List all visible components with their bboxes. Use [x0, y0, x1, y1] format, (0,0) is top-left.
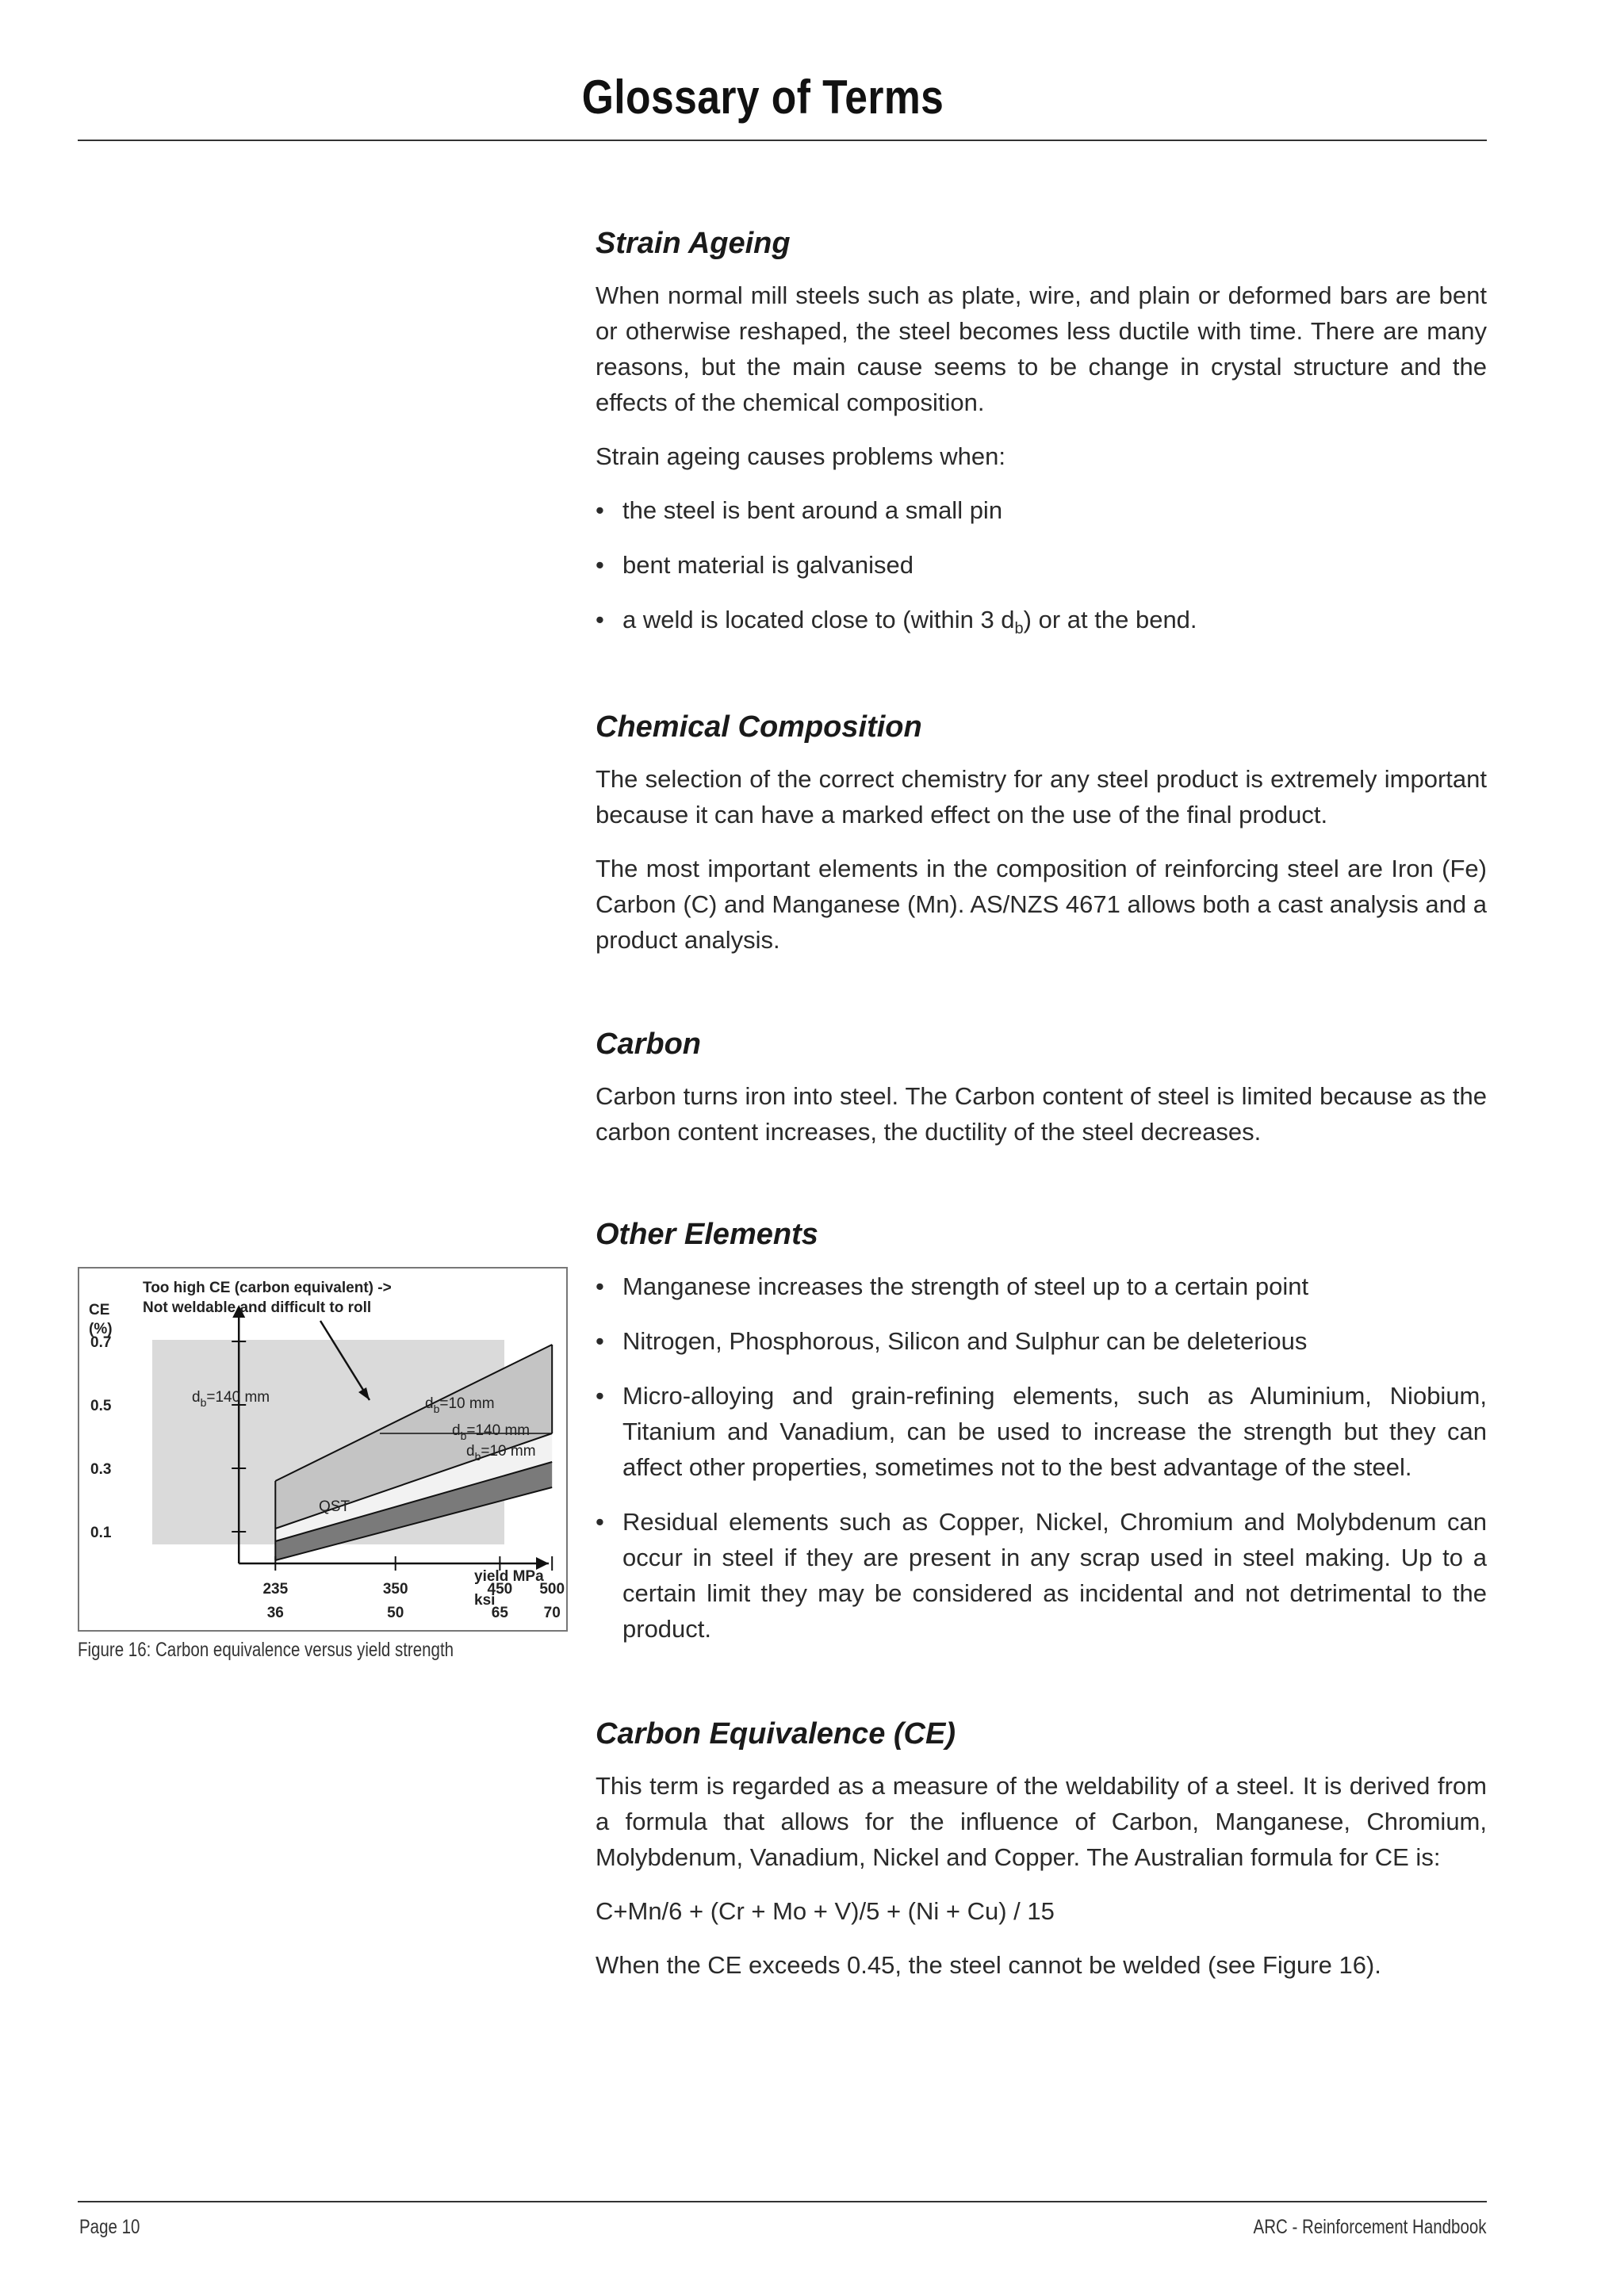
x-tick-label: 235	[262, 1581, 289, 1598]
section-chemical-composition	[596, 709, 1487, 976]
section-other-elements	[596, 1216, 1487, 1666]
x-tick-label: 500	[539, 1581, 565, 1598]
list-item-text: a weld is located close to (within 3 d	[622, 606, 1015, 633]
x-tick-label-ksi: 65	[491, 1605, 508, 1621]
list-item: • the steel is bent around a small pin	[596, 492, 1487, 528]
formula: C+Mn/6 + (Cr + Mo + V)/5 + (Ni + Cu) / 15	[596, 1897, 1055, 1925]
paragraph: This term is regarded as a measure of the weldability of a steel. It is derived from a formula that allows for the influence of Carbon, Manganese, Chromium, Molybdenum, Vanadium, Nickel and Copper. The Australian formula for CE is:	[596, 1772, 1487, 1871]
section-heading: Chemical Composition	[596, 710, 922, 744]
x-tick-label: 350	[382, 1581, 408, 1598]
y-tick-label: 0.1	[90, 1525, 112, 1541]
list-item: • Micro-alloying and grain-refining elements, such as Aluminium, Niobium, Titanium and Vanadium, can be used to increase the strength but they can affect other properties, sometimes not to the best advantage of the steel.	[596, 1378, 1487, 1485]
page-title: Glossary of Terms	[581, 71, 944, 124]
section-carbon	[596, 1026, 1487, 1168]
x-tick-label-ksi: 36	[266, 1605, 284, 1621]
x-tick-label-ksi: 50	[387, 1605, 404, 1621]
x-tick-label-ksi: 70	[543, 1605, 561, 1621]
subscript: b	[1014, 620, 1024, 638]
y-axis-label-unit: (%)	[89, 1321, 113, 1337]
series-label-db-140-inner: $d_b=140$ mm	[192, 1389, 270, 1409]
list-item	[596, 602, 1487, 637]
section-heading: Other Elements	[596, 1218, 818, 1251]
header-rule	[78, 140, 1487, 141]
paragraph: The most important elements in the composition of reinforcing steel are Iron (Fe) Carbon (C) and Manganese (Mn). AS/NZS 4671 allows both a cast analysis and a product analysis.	[596, 855, 1487, 954]
footer-publication: ARC - Reinforcement Handbook	[1253, 2216, 1486, 2238]
paragraph: When normal mill steels such as plate, wire, and plain or deformed bars are bent or otherwise reshaped, the steel becomes less ductile with time. There are many reasons, but the main cause seems to be change in crystal structure and the effects of the chemical composition.	[596, 281, 1487, 416]
y-tick-label: 0.3	[90, 1461, 112, 1478]
x-axis-label-mpa: yield MPa	[474, 1568, 544, 1585]
section-heading: Strain Ageing	[596, 227, 791, 260]
list-item: • Residual elements such as Copper, Nickel, Chromium and Molybdenum can occur in steel if they are present in any scrap used in steel making. Up to a certain limit they may be considered as incidental and not detrimental to the product.	[596, 1504, 1487, 1647]
list-item: • bent material is galvanised	[596, 547, 1487, 583]
ce-chart	[79, 1269, 566, 1630]
footer-page-number: Page 10	[79, 2216, 140, 2238]
section-strain-ageing	[596, 225, 1487, 656]
series-label-qst: QST	[319, 1498, 350, 1515]
section-heading: Carbon	[596, 1027, 701, 1061]
paragraph: When the CE exceeds 0.45, the steel cannot be welded (see Figure 16).	[596, 1951, 1381, 1979]
chart-annotation: Too high CE (carbon equivalent) ->	[143, 1280, 392, 1296]
paragraph: Carbon turns iron into steel. The Carbon content of steel is limited because as the carbon content increases, the ductility of the steel decreases.	[596, 1082, 1487, 1146]
series-label-db-140-right: $d_b=140$ mm	[452, 1422, 530, 1442]
list-item: • Manganese increases the strength of steel up to a certain point	[596, 1269, 1487, 1304]
figure-caption: Figure 16: Carbon equivalence versus yield strength	[78, 1639, 454, 1661]
footer-rule	[78, 2201, 1487, 2202]
series-label-db-10-top: $d_b=10$ mm	[425, 1395, 495, 1415]
bullet-list	[596, 1269, 1487, 1647]
section-heading: Carbon Equivalence (CE)	[596, 1717, 956, 1751]
list-item: • Nitrogen, Phosphorous, Silicon and Sulphur can be deleterious	[596, 1323, 1487, 1359]
y-tick-label: 0.5	[90, 1398, 112, 1414]
section-carbon-equivalence	[596, 1716, 1487, 2001]
bullet-list	[596, 492, 1487, 637]
list-item-text: ) or at the bend.	[1023, 606, 1197, 633]
paragraph: Strain ageing causes problems when:	[596, 442, 1005, 470]
y-tick-label: 0.7	[90, 1334, 112, 1351]
x-axis-label-ksi: ksi	[474, 1592, 496, 1609]
paragraph: The selection of the correct chemistry for any steel product is extremely important because it can have a marked effect on the use of the final product.	[596, 765, 1487, 828]
figure-chart	[78, 1267, 568, 1632]
y-axis-label: CE	[89, 1302, 110, 1318]
series-label-db-10-right: $d_b=10$ mm	[466, 1443, 536, 1463]
chart-annotation: Not weldable and difficult to roll	[143, 1299, 372, 1316]
x-tick-label: 450	[487, 1581, 513, 1598]
